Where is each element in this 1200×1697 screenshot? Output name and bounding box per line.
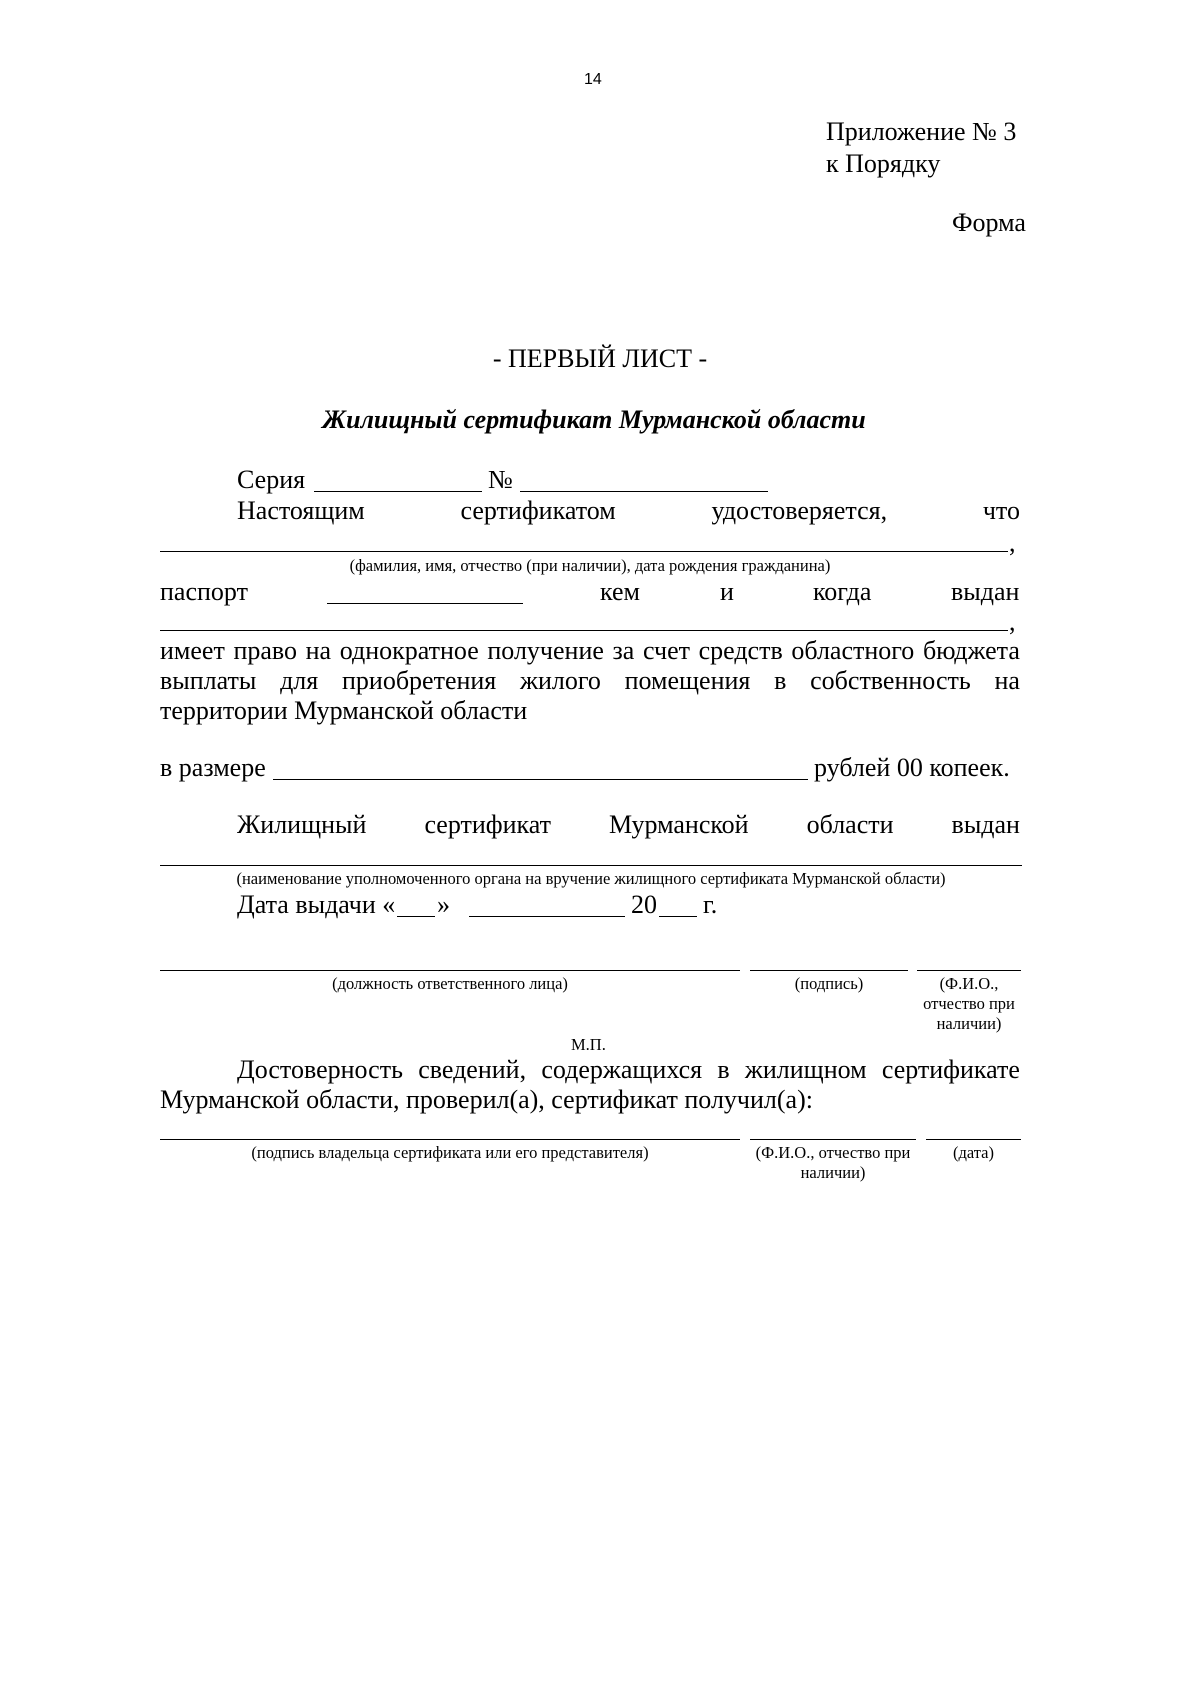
number-label: №: [488, 465, 513, 494]
word: помещения: [624, 666, 751, 695]
owner-fio-line: [750, 1139, 916, 1140]
passport-word-i: и: [720, 577, 734, 606]
certificate-title: Жилищный сертификат Мурманской области: [322, 405, 866, 434]
word: однократное: [339, 636, 479, 665]
word: содержащихся: [541, 1055, 703, 1084]
amount-suffix: рублей 00 копеек.: [814, 753, 1010, 782]
fio-caption: [910, 974, 1028, 1034]
form-label: Форма: [952, 208, 1026, 237]
word: выплаты: [160, 666, 257, 695]
fio-caption-line: отчество при: [923, 994, 1015, 1013]
word: сведений,: [418, 1055, 527, 1084]
issue-day-line: [397, 916, 435, 917]
word: на: [994, 666, 1020, 695]
owner-fio-caption: [742, 1143, 924, 1183]
word: бюджета: [922, 636, 1020, 665]
owner-fio-caption-line: (Ф.И.О., отчество при: [755, 1143, 911, 1162]
word: для: [280, 666, 319, 695]
word: приобретения: [341, 666, 497, 695]
word: средств: [698, 636, 783, 665]
word: областного: [791, 636, 915, 665]
person-field-line: [160, 551, 1008, 552]
passport-label: паспорт: [160, 577, 248, 606]
date-caption: (дата): [952, 1143, 995, 1162]
number-field-line: [520, 491, 768, 492]
signature-line: [750, 970, 908, 971]
fio-caption-line: (Ф.И.О.,: [939, 974, 999, 993]
owner-sign-line: [160, 1139, 740, 1140]
issue-date-label: Дата выдачи «: [237, 890, 396, 919]
word: в: [774, 666, 787, 695]
series-label: Серия: [237, 465, 306, 494]
issue-year-prefix: 20: [631, 890, 657, 919]
stamp-place-label: М.П.: [571, 1035, 606, 1054]
issue-year-line: [659, 916, 697, 917]
amount-field-line: [273, 779, 808, 780]
issue-year-suffix: г.: [703, 890, 718, 919]
word: в: [717, 1055, 730, 1084]
word: жилищном: [744, 1055, 867, 1084]
fio-line: [917, 970, 1021, 971]
right-paragraph-line-1: [160, 636, 1020, 666]
passport-word-kogda: когда: [813, 577, 872, 606]
word: жилого: [520, 666, 601, 695]
owner-fio-caption-line: наличии): [800, 1163, 866, 1182]
word: области: [806, 810, 894, 839]
word: Мурманской: [609, 810, 749, 839]
word: сертификате: [881, 1055, 1020, 1084]
date-line: [926, 1139, 1021, 1140]
intro-word: удостоверяется,: [711, 496, 888, 525]
intro-word: что: [982, 496, 1020, 525]
intro-word: сертификатом: [460, 496, 616, 525]
verify-paragraph-line-1: [237, 1055, 1020, 1085]
organ-field-line: [160, 865, 1022, 866]
word: Достоверность: [237, 1055, 403, 1084]
series-field-line: [314, 491, 482, 492]
fio-caption-line: наличии): [936, 1014, 1002, 1033]
word: сертификат: [424, 810, 551, 839]
appendix-line-2: к Порядку: [826, 149, 941, 178]
person-line-comma: ,: [1009, 528, 1016, 557]
passport-word-kem: кем: [600, 577, 640, 606]
page-number: 14: [584, 71, 602, 88]
position-caption: (должность ответственного лица): [332, 974, 568, 993]
word: счет: [642, 636, 690, 665]
passport-field-line: [327, 603, 523, 604]
signature-caption: (подпись): [794, 974, 864, 993]
issue-month-line: [469, 916, 625, 917]
word: на: [305, 636, 332, 665]
sheet-title: - ПЕРВЫЙ ЛИСТ -: [492, 344, 708, 373]
amount-prefix: в размере: [160, 753, 266, 782]
passport-issuer-line: [160, 630, 1008, 631]
word: собственность: [810, 666, 971, 695]
passport-word-vydan: выдан: [951, 577, 1020, 606]
issue-date-close-quote: »: [437, 890, 450, 919]
word: право: [233, 636, 297, 665]
right-paragraph-line-2: [160, 666, 1020, 696]
appendix-line-1: Приложение № 3: [826, 117, 1017, 146]
verify-paragraph-line-2: Мурманской области, проверил(а), сертификат получил(а):: [160, 1085, 813, 1114]
word: выдан: [951, 810, 1020, 839]
owner-sign-caption: (подпись владельца сертификата или его представителя): [251, 1143, 649, 1162]
issuer-line-comma: ,: [1009, 607, 1016, 636]
issued-line: [237, 810, 1020, 840]
right-paragraph-line-3: территории Мурманской области: [160, 696, 528, 725]
person-caption: (фамилия, имя, отчество (при наличии), дата рождения гражданина): [349, 556, 831, 575]
word: имеет: [160, 636, 225, 665]
word: за: [612, 636, 635, 665]
position-sign-line: [160, 970, 740, 971]
word: получение: [487, 636, 604, 665]
organ-caption: (наименование уполномоченного органа на вручение жилищного сертификата Мурманской области): [236, 869, 946, 888]
word: Жилищный: [237, 810, 367, 839]
intro-line: [237, 496, 1020, 526]
intro-word: Настоящим: [237, 496, 365, 525]
